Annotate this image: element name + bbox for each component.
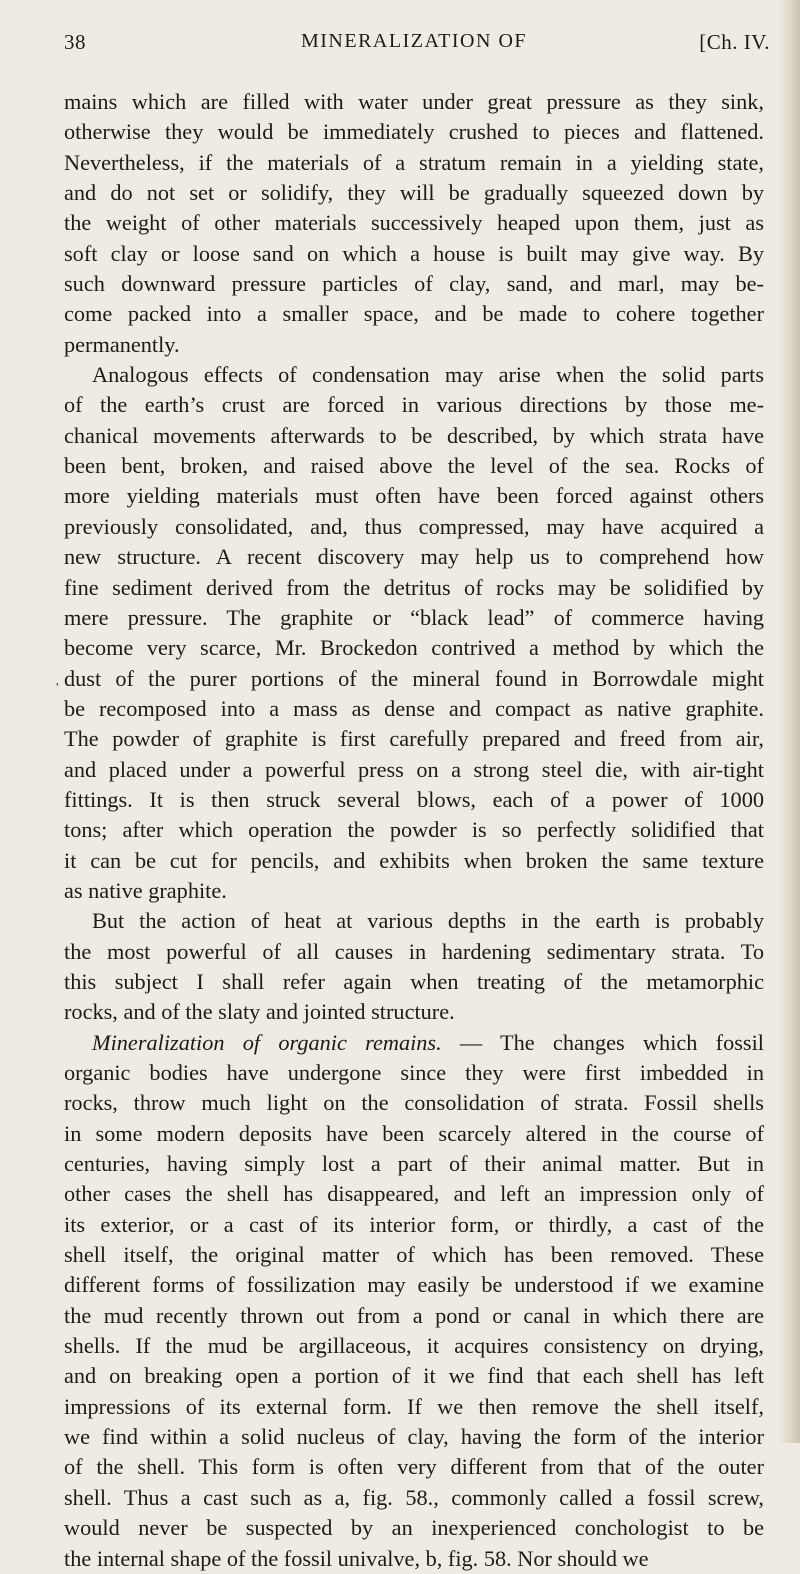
text-line: impressions of its external form. If we then remove the shell itself, (64, 1393, 764, 1419)
text-line: the mud recently thrown out from a pond or canal in which there are (64, 1302, 764, 1328)
paragraph (64, 1028, 764, 1574)
text-line: shell itself, the original matter of which has been removed. These (64, 1242, 764, 1268)
text-line: The powder of graphite is first carefully prepared and freed from air, (64, 726, 764, 752)
text-line (64, 1028, 764, 1058)
page-number: 38 (64, 30, 86, 54)
text-line: Nevertheless, if the materials of a stratum remain in a yielding state, (64, 149, 764, 175)
running-title: MINERALIZATION OF (300, 30, 528, 52)
text-line: rocks, throw much light on the consolidation of strata. Fossil shells (64, 1090, 764, 1116)
text-line: of the shell. This form is often very different from that of the outer (64, 1454, 764, 1480)
paragraph (64, 360, 764, 906)
text-line: of the earth’s crust are forced in various directions by those me- (64, 392, 764, 418)
chapter-marker: [Ch. IV. (699, 30, 770, 54)
text-line: rocks, and of the slaty and jointed structure. (64, 999, 455, 1025)
text-line: come packed into a smaller space, and be made to cohere together (64, 301, 764, 327)
text-line: the most powerful of all causes in hardening sedimentary strata. To (64, 938, 764, 964)
text-line: soft clay or loose sand on which a house is built may give way. By (64, 240, 764, 266)
text-line: different forms of fossilization may easily be understood if we examine (64, 1272, 764, 1298)
text-line: this subject I shall refer again when treating of the metamorphic (64, 968, 764, 994)
text-line: otherwise they would be immediately crushed to pieces and flattened. (64, 119, 764, 145)
text-line: Analogous effects of condensation may arise when the solid parts (92, 362, 764, 388)
margin-mark: ' (56, 681, 59, 696)
text-line: and placed under a powerful press on a strong steel die, with air-tight (64, 756, 764, 782)
page-edge-shadow (778, 0, 800, 1443)
text-line: we find within a solid nucleus of clay, having the form of the interior (64, 1424, 764, 1450)
text-line: been bent, broken, and raised above the level of the sea. Rocks of (64, 453, 764, 479)
text-line: it can be cut for pencils, and exhibits when broken the same texture (64, 847, 764, 873)
text-line: But the action of heat at various depths in the earth is probably (92, 908, 764, 934)
text-line: organic bodies have undergone since they were first imbedded in (64, 1060, 764, 1085)
text-line: other cases the shell has disappeared, and left an impression only of (64, 1181, 764, 1207)
text-line: previously consolidated, and, thus compressed, may have acquired a (64, 513, 764, 539)
text-line: in some modern deposits have been scarcely altered in the course of (64, 1120, 764, 1146)
text-line: the weight of other materials successively heaped upon them, just as (64, 210, 764, 236)
text-line: its exterior, or a cast of its interior form, or thirdly, a cast of the (64, 1211, 764, 1237)
body-text (64, 87, 764, 1574)
paragraph (64, 906, 764, 1027)
heading-rest: — The changes which fossil (441, 1029, 764, 1055)
text-line: shells. If the mud be argillaceous, it acquires consistency on drying, (64, 1333, 764, 1359)
text-line: as native graphite. (64, 877, 227, 903)
text-line: mains which are filled with water under great pressure as they sink, (64, 89, 764, 114)
text-line: and do not set or solidify, they will be gradually squeezed down by (64, 180, 764, 206)
text-line: fine sediment derived from the detritus of rocks may be solidified by (64, 574, 764, 600)
text-line: centuries, having simply lost a part of their animal matter. But in (64, 1151, 764, 1177)
running-header (64, 30, 770, 60)
text-line: fittings. It is then struck several blows, each of a power of 1000 (64, 786, 764, 812)
text-line: chanical movements afterwards to be described, by which strata have (64, 422, 764, 448)
section-heading: Mineralization of organic remains. (92, 1029, 442, 1055)
text-line: the internal shape of the fossil univalve, b, fig. 58. Nor should we (64, 1545, 649, 1571)
text-line: mere pressure. The graphite or “black lead” of commerce having (64, 604, 764, 630)
text-line: tons; after which operation the powder is so perfectly solidified that (64, 817, 764, 843)
paragraph (64, 87, 764, 360)
text-line: would never be suspected by an inexperienced conchologist to be (64, 1515, 764, 1541)
text-line: new structure. A recent discovery may help us to comprehend how (64, 544, 764, 570)
text-line: dust of the purer portions of the mineral found in Borrowdale might (64, 665, 764, 691)
text-line: such downward pressure particles of clay, sand, and marl, may be- (64, 271, 764, 297)
text-line: more yielding materials must often have been forced against others (64, 483, 764, 509)
text-line: be recomposed into a mass as dense and compact as native graphite. (64, 695, 764, 721)
text-line: become very scarce, Mr. Brockedon contrived a method by which the (64, 635, 764, 661)
text-line: and on breaking open a portion of it we find that each shell has left (64, 1363, 764, 1389)
text-line: permanently. (64, 331, 180, 357)
text-line: shell. Thus a cast such as a, fig. 58., commonly called a fossil screw, (64, 1484, 764, 1510)
